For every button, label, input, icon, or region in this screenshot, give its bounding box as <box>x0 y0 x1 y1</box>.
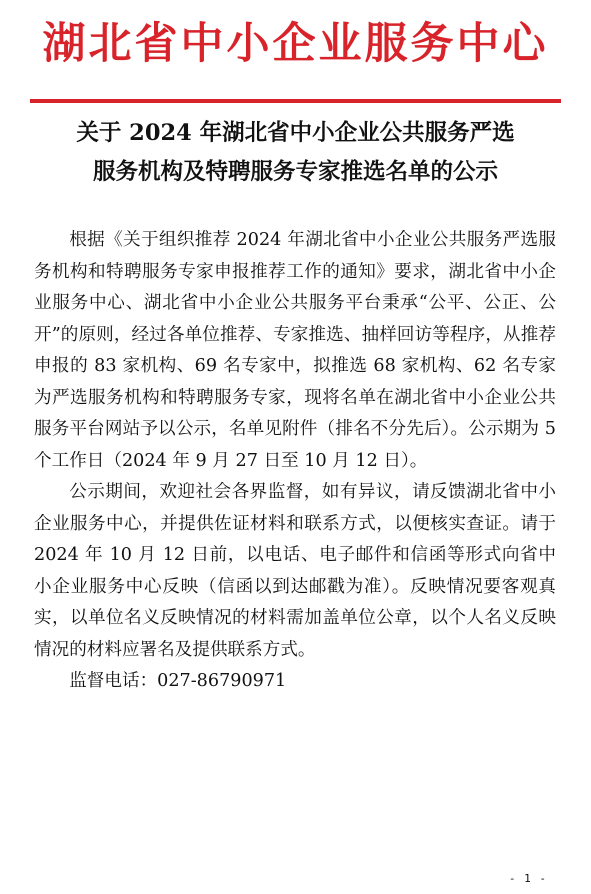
paragraph-hotline: 监督电话：027-86790971 <box>69 671 287 691</box>
letterhead-red-rule <box>30 99 561 103</box>
document-title-line-1: 关于 2024 年湖北省中小企业公共服务严选 <box>76 120 515 146</box>
page-number: - 1 - <box>508 872 547 885</box>
document-title-line-2: 服务机构及特聘服务专家推选名单的公示 <box>92 159 498 185</box>
document-body <box>34 225 556 698</box>
paragraph-basis: 根据《关于组织推荐 2024 年湖北省中小企业公共服务严选服务机构和特聘服务专家申报推荐工作的通知》要求，湖北省中小企业服务中心、湖北省中小企业公共服务平台秉承“公平、公正、公开”的原则，经过各单位推荐、专家推选、抽样回访等程序，从推荐申报的 83 家机构、69 名专家中，拟推选 68 家机构、62 名专家为严选服务机构和特聘服务专家，现将名单在湖北省中小企业公共服务平台网站予以公示，名单见附件（排名不分先后）。公示期为 5 个工作日（2024 年 9 月 27 日至 10 月 12 日）。 <box>34 230 556 471</box>
letterhead-title: 湖北省中小企业服务中心 <box>42 19 549 69</box>
paragraph-supervision: 公示期间，欢迎社会各界监督，如有异议，请反馈湖北省中小企业服务中心，并提供佐证材料和联系方式，以便核实查证。请于 2024 年 10 月 12 日前，以电话、电子邮件和信函等形式向省中小企业服务中心反映（信函以到达邮戳为准）。反映情况要客观真实，以单位名义反映情况的材料需加盖单位公章，以个人名义反映情况的材料应署名及提供联系方式。 <box>34 482 556 660</box>
